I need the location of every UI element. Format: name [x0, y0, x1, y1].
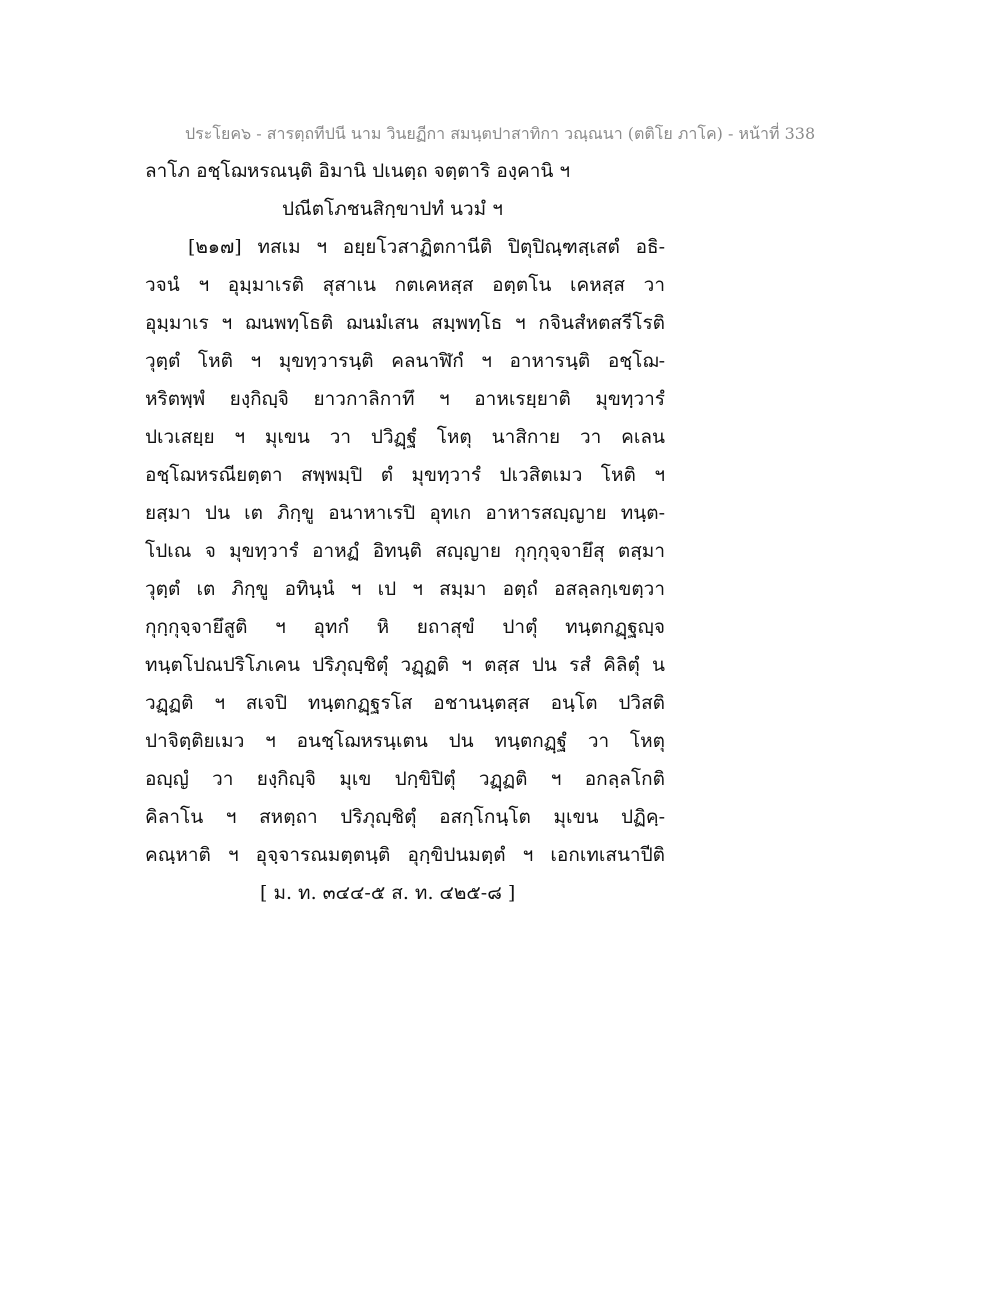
paragraph-start: [๒๑๗] ทสเม ฯ อยฺยโวสาฏิตกานีติ ปิตุปิณฺฑสฺเสตํ อธิ-: [188, 236, 665, 258]
text-line: โปเณ จ มุขทฺวารํ อาหฏํ อิทนฺติ สญฺญาย กุกฺกุจฺจายึสุ ตสฺมา: [145, 540, 665, 562]
text-line: อญฺญํ วา ยงฺกิญฺจิ มุเข ปกฺขิปิตุํ วฏฺฏติ ฯ อกลฺลโกติ: [145, 768, 665, 790]
text-line: ยสฺมา ปน เต ภิกฺขู อนาหาเรปิ อุทเก อาหารสญฺญาย ทนฺต-: [145, 502, 665, 524]
text-line: วฏฺฏติ ฯ สเจปิ ทนฺตกฏฺฐรโส อชานนฺตสฺส อนฺโต ปวิสติ: [145, 692, 665, 714]
text-line: ปาจิตฺติยเมว ฯ อนชฺโฌหรนฺเตน ปน ทนฺตกฏฺฐํ วา โหตุ: [145, 730, 665, 752]
text-line: คิลาโน ฯ สหตฺถา ปริภุญฺชิตุํ อสกฺโกนฺโต มุเขน ปฏิคฺ-: [145, 806, 665, 828]
text-line: อุมฺมาเร ฯ ฌนพทฺโธติ ฌนมํเสน สมฺพทฺโธ ฯ กจินสํหตสรีโรติ: [145, 312, 665, 334]
citation-reference: [ ม. ท. ๓๔๔-๕ ส. ท. ๔๒๕-๘ ]: [260, 882, 516, 904]
text-line: ปเวเสยฺย ฯ มุเขน วา ปวิฏฺฐํ โหตุ นาสิกาย วา คเลน: [145, 426, 665, 448]
text-line: วุตฺตํ เต ภิกฺขู อทินฺนํ ฯ เป ฯ สมฺมา อตฺถํ อสลฺลกฺเขตฺวา: [145, 578, 665, 600]
text-line: ลาโภ อชฺโฌหรณนฺติ อิมานิ ปเนตฺถ จตฺตาริ องฺคานิ ฯ: [145, 160, 571, 182]
text-line: กุกฺกุจฺจายึสูติ ฯ อุทกํ หิ ยถาสุขํ ปาตุํ ทนฺตกฏฺฐญฺจ: [145, 616, 665, 638]
section-title: ปณีตโภชนสิกฺขาปทํ นวมํ ฯ: [282, 198, 503, 220]
text-line: วจนํ ฯ อุมฺมาเรติ สุสาเน กตเคหสฺส อตฺตโน เคหสฺส วา: [145, 274, 665, 296]
text-line: คณฺหาติ ฯ อุจฺจารณมตฺตนฺติ อุกฺขิปนมตฺตํ ฯ เอกเทเสนาปีติ: [145, 844, 665, 866]
page-header: ประโยค๖ - สารตฺถทีปนี นาม วินยฏีกา สมนฺตปาสาทิกา วณฺณนา (ตติโย ภาโค) - หน้าที่ 338: [185, 124, 816, 143]
text-line: อชฺโฌหรณียตฺตา สพฺพมฺปิ ตํ มุขทฺวารํ ปเวสิตเมว โหติ ฯ: [145, 464, 665, 486]
text-line: หริตพฺพํ ยงฺกิญฺจิ ยาวกาลิกาทึ ฯ อาหเรยฺยาติ มุขทฺวารํ: [145, 388, 665, 410]
text-line: วุตฺตํ โหติ ฯ มุขทฺวารนฺติ คลนาฬิกํ ฯ อาหารนฺติ อชฺโฌ-: [145, 350, 665, 372]
text-line: ทนฺตโปณปริโภเคน ปริภุญฺชิตุํ วฏฺฏติ ฯ ตสฺส ปน รสํ คิลิตุํ น: [145, 654, 665, 676]
document-body: [145, 158, 665, 918]
